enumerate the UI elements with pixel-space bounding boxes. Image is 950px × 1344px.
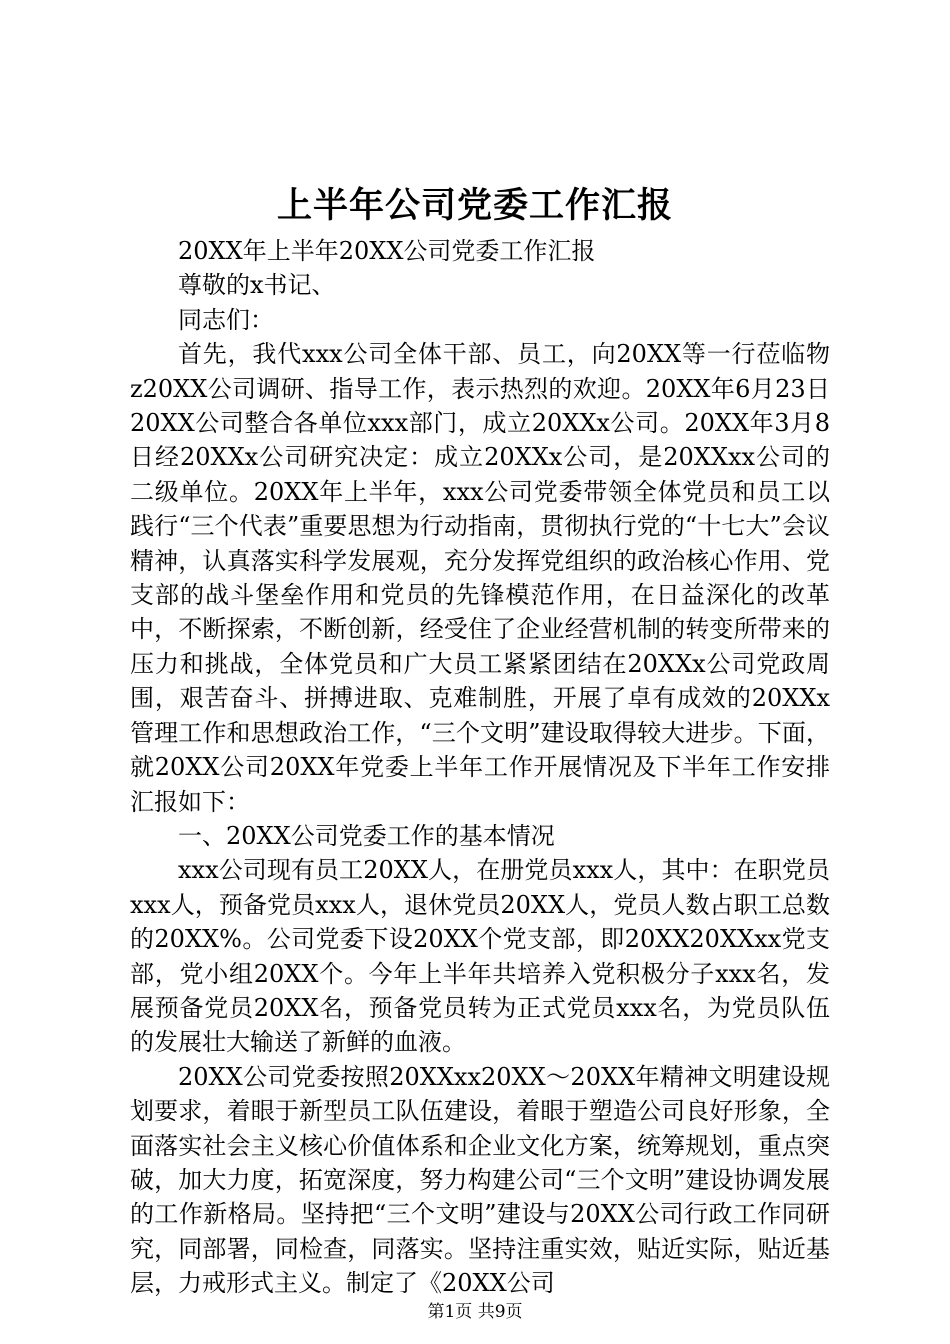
page-footer [0,1297,950,1322]
body-paragraph: 20XX公司党委按照20XXxx20XX～20XX年精神文明建设规划要求，着眼于新型员工队伍建设，着眼于塑造公司良好形象，全面落实社会主义核心价值体系和企业文化方案，统筹规划，重点突破，加大力度，拓宽深度，努力构建公司“三个文明”建设协调发展的工作新格局。坚持把“三个文明”建设与20XX公司行政工作同研究，同部署，同检查，同落实。坚持注重实效，贴近实际，贴近基层，力戒形式主义。制定了《20XX公司 [130,1062,830,1298]
report-subtitle: 20XX年上半年20XX公司党委工作汇报 [178,237,596,265]
document-body [130,234,830,1301]
salutation-comrades: 同志们： [178,305,274,334]
document-title: 上半年公司党委工作汇报 [276,185,673,226]
page-number: 第1页 [427,1302,473,1322]
body-paragraph: xxx公司现有员工20XX人，在册党员xxx人，其中：在职党员xxx人，预备党员xxx人，退休党员20XX人，党员人数占职工总数的20XX%。公司党委下设20XX个党支部，即20XX20XXxx党支部，党小组20XX个。今年上半年共培养入党积极分子xxx名，发展预备党员20XX名，预备党员转为正式党员xxx名，为党员队伍的发展壮大输送了新鲜的血液。 [130,856,830,1057]
page-total: 共9页 [477,1302,523,1322]
body-paragraph: 首先，我代xxx公司全体干部、员工，向20XX等一行莅临物z20XX公司调研、指导工作，表示热烈的欢迎。20XX年6月23日20XX公司整合各单位xxx部门，成立20XXx公司。20XX年3月8日经20XXx公司研究决定：成立20XXx公司，是20XXxx公司的二级单位。20XX年上半年，xxx公司党委带领全体党员和员工以践行“三个代表”重要思想为行动指南，贯彻执行党的“十七大”会议精神，认真落实科学发展观，充分发挥党组织的政治核心作用、党支部的战斗堡垒作用和党员的先锋模范作用，在日益深化的改革中，不断探索，不断创新，经受住了企业经营机制的转变所带来的压力和挑战，全体党员和广大员工紧紧团结在20XXx公司党政周围，艰苦奋斗、拼搏进取、克难制胜，开展了卓有成效的20XXx管理工作和思想政治工作，“三个文明”建设取得较大进步。下面，就20XX公司20XX年党委上半年工作开展情况及下半年工作安排汇报如下： [130,340,830,816]
section-heading: 一、20XX公司党委工作的基本情况 [178,821,555,850]
salutation: 尊敬的x书记、 [178,271,336,300]
